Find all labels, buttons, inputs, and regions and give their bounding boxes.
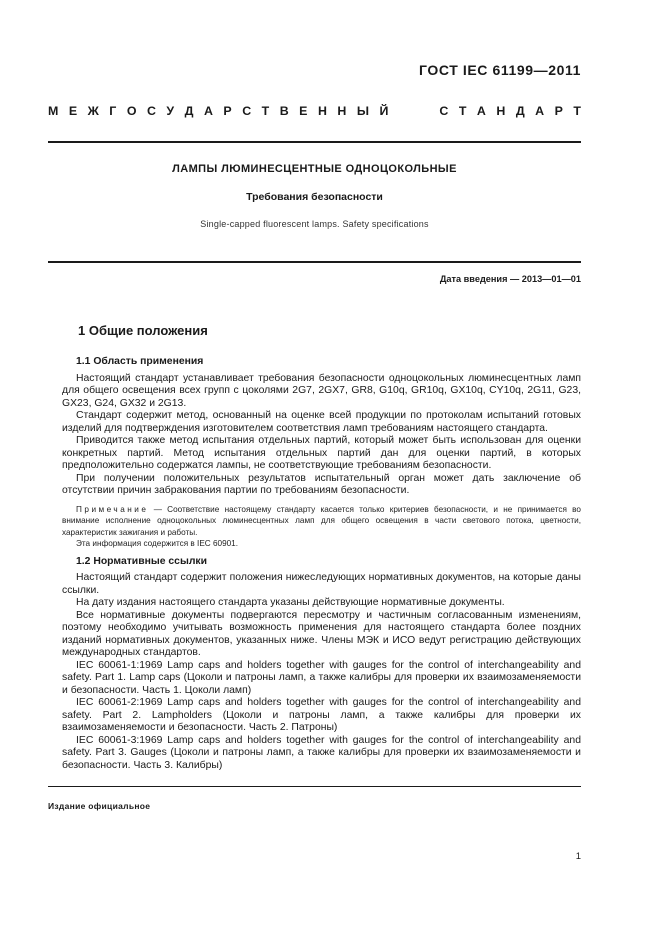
header-rule bbox=[48, 141, 581, 143]
note bbox=[62, 504, 581, 539]
heading-word1-letter: Н bbox=[337, 104, 347, 118]
paragraph: Стандарт содержит метод, основанный на оценке всей продукции по протоколам испытаний готовых изделий для подтверждения изготовителем соответствия ламп требованиям настоящего стандарта. bbox=[62, 410, 581, 434]
heading-word2-letter: Д bbox=[515, 104, 525, 118]
heading-word1-letter: Г bbox=[109, 104, 117, 118]
official-edition-label: Издание официальное bbox=[48, 801, 151, 811]
heading-word2-letter: Р bbox=[554, 104, 563, 118]
document-subtitle: Требования безопасности bbox=[246, 191, 383, 203]
heading-word1-letter: А bbox=[203, 104, 213, 118]
note-label: Примечание bbox=[76, 504, 149, 514]
reference-item: IEC 60061-2:1969 Lamp caps and holders together with gauges for the control of interchangeability and safety. Part 2. Lampholders (Цоколи и патроны ламп, а также калибры для проверки их взаимозаменяемости и безопасности. Часть 2. Патроны) bbox=[62, 697, 581, 733]
heading-word1-letter: У bbox=[166, 104, 175, 118]
heading-word1-letter: Й bbox=[379, 104, 389, 118]
heading-word1-letter: О bbox=[126, 104, 137, 118]
heading-word2-letter: С bbox=[439, 104, 449, 118]
page-number: 1 bbox=[575, 851, 581, 862]
document-title: ЛАМПЫ ЛЮМИНЕСЦЕНТНЫЕ ОДНОЦОКОЛЬНЫЕ bbox=[172, 163, 457, 175]
heading-word1-letter: Р bbox=[223, 104, 232, 118]
paragraph: При получении положительных результатов испытательный орган может дать заключение об отсутствии причин забракования партии по требованиям безопасности. bbox=[62, 472, 581, 496]
paragraph: На дату издания настоящего стандарта указаны действующие нормативные документы. bbox=[76, 597, 505, 608]
heading-word1-letter: В bbox=[279, 104, 289, 118]
heading-word1-letter: Д bbox=[184, 104, 194, 118]
footer-rule bbox=[48, 786, 581, 787]
standard-code: ГОСТ IEC 61199—2011 bbox=[418, 62, 581, 78]
heading-word1-letter: С bbox=[242, 104, 252, 118]
heading-word1-letter: Ж bbox=[87, 104, 99, 118]
paragraph: Настоящий стандарт содержит положения нижеследующих нормативных документов, на которые даны ссылки. bbox=[62, 572, 581, 596]
reference-item: IEC 60061-1:1969 Lamp caps and holders together with gauges for the control of interchangeability and safety. Part 1. Lamp caps (Цоколи и патроны ламп, а также калибры для проверки их взаимозаменяемости и безопасности. Часть 1. Цоколи ламп) bbox=[62, 659, 581, 696]
heading-word2-letter: Н bbox=[496, 104, 506, 118]
heading-word1-letter: Т bbox=[261, 104, 270, 118]
paragraph: Все нормативные документы подвергаются пересмотру и частичным согласованным изменениям, поэтому необходимо учитывать возможность применения для настоящего стандарта более поздних изданий нормативных документов, указанных ниже. Члены МЭК и ИСО ведут регистрацию действующих международных стандартов. bbox=[62, 609, 581, 658]
note-text: — Соответствие настоящему стандарту касается только критериев безопасности, и не принимается во внимание исполнение одноцокольных люминесцентных ламп для общего освещения в части светового потока, цветности, характеристик зажигания и работы. bbox=[62, 504, 581, 537]
introduction-date: Дата введения — 2013—01—01 bbox=[439, 274, 581, 284]
note-source: Эта информация содержится в IEC 60901. bbox=[76, 539, 239, 548]
section-body bbox=[62, 356, 581, 772]
section-1-heading: 1 Общие положения bbox=[78, 323, 208, 338]
heading-word2-letter: А bbox=[535, 104, 545, 118]
heading-word-gap bbox=[399, 104, 429, 118]
heading-word1-letter: С bbox=[146, 104, 156, 118]
heading-word1-letter: Ы bbox=[356, 104, 369, 118]
standard-type-heading bbox=[48, 104, 581, 118]
heading-word1-letter: М bbox=[48, 104, 59, 118]
title-rule bbox=[48, 261, 581, 263]
document-english-title: Single-capped fluorescent lamps. Safety specifications bbox=[200, 219, 429, 229]
reference-item: IEC 60061-3:1969 Lamp caps and holders together with gauges for the control of interchangeability and safety. Part 3. Gauges (Цоколи и патроны ламп, а также калибры для проверки их взаимозаменяемости и безопасности. Часть 3. Калибры) bbox=[62, 734, 581, 771]
subsection-1-2-heading: 1.2 Нормативные ссылки bbox=[76, 555, 208, 567]
subsection-1-1-heading: 1.1 Область применения bbox=[76, 356, 204, 367]
paragraph: Настоящий стандарт устанавливает требования безопасности одноцокольных люминесцентных ламп для общего освещения всех групп с цоколями 2G7, 2GX7, GR8, G10q, GR10q, GX10q, CY10q, 2G11, G23, GX23, G24, GX32 и 2G13. bbox=[62, 372, 581, 409]
heading-word1-letter: Е bbox=[68, 104, 78, 118]
paragraph: Приводится также метод испытания отдельных партий, который может быть использован для оценки конкретных партий. Метод испытания отдельных партий дан для оценки партий, в которых предположительно содержатся лампы, не соответствующие требованиям безопасности. bbox=[62, 435, 581, 471]
heading-word1-letter: Е bbox=[299, 104, 308, 118]
heading-word2-letter: А bbox=[476, 104, 486, 118]
heading-word2-letter: Т bbox=[573, 104, 581, 118]
heading-word1-letter: Н bbox=[317, 104, 327, 118]
heading-word2-letter: Т bbox=[458, 104, 467, 118]
